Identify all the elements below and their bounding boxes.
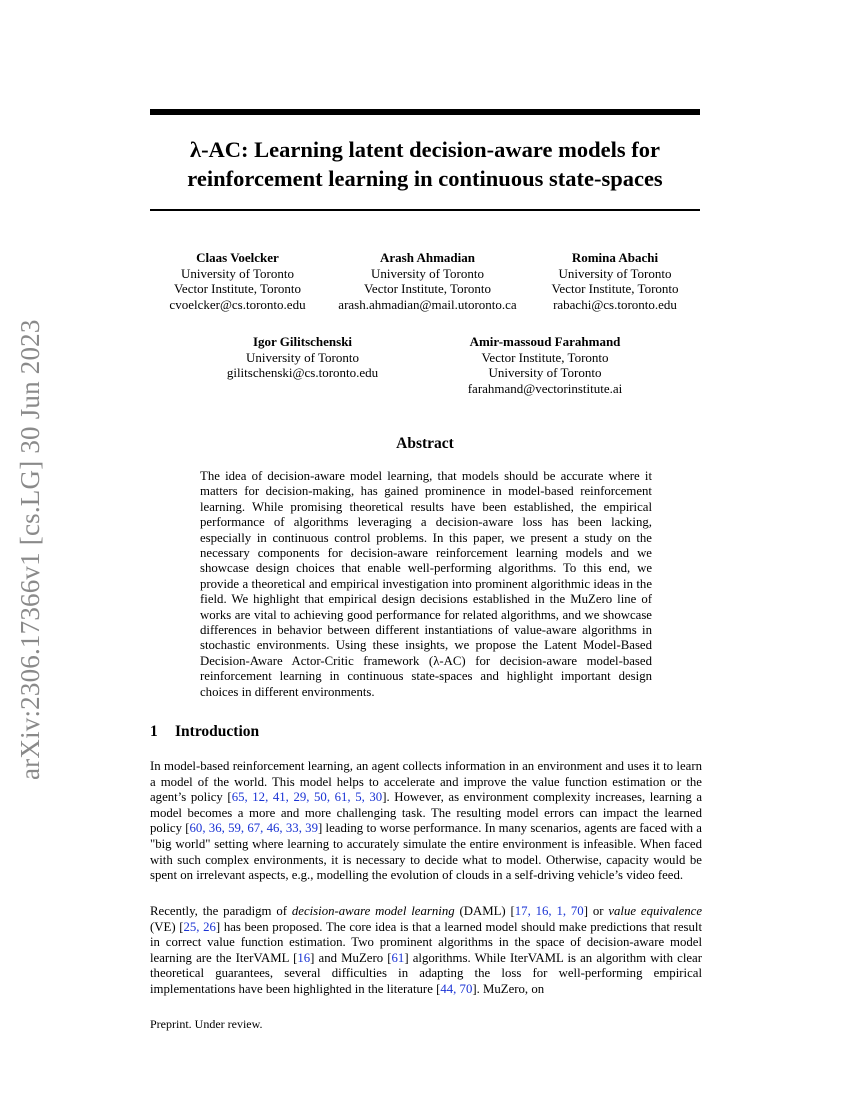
paper-title bbox=[150, 135, 700, 193]
author-name: Claas Voelcker bbox=[196, 250, 279, 265]
citation-link[interactable]: 65, 12, 41, 29, 50, 61, 5, 30 bbox=[231, 790, 383, 805]
author-name: Igor Gilitschenski bbox=[252, 334, 353, 349]
author-affiliation: University of Toronto bbox=[488, 365, 602, 380]
author-block-4 bbox=[210, 334, 395, 381]
section-number: 1 bbox=[150, 723, 158, 740]
intro-paragraph-1 bbox=[150, 759, 702, 884]
body-text: ] has been proposed. The core idea is that a learned model should make predictions that result in correct value function estimation. Two prominent algorithms in the space of decision-aware model learning are the IterVAML [ bbox=[150, 919, 703, 965]
author-email: cvoelcker@cs.toronto.edu bbox=[169, 296, 306, 312]
citation-link[interactable]: 17, 16, 1, 70 bbox=[514, 904, 584, 918]
arxiv-identifier-stamp: arXiv:2306.17366v1 [cs.LG] 30 Jun 2023 bbox=[15, 319, 45, 780]
author-affiliation: Vector Institute, Toronto bbox=[173, 281, 302, 296]
author-name: Romina Abachi bbox=[571, 250, 659, 265]
abstract-heading: Abstract bbox=[396, 435, 454, 452]
body-text: In model-based reinforcement learning, an agent collects information in an environment and uses it to learn a model of the world. This model helps to accelerate and improve the value function estimation or the agent’s policy [ bbox=[150, 759, 702, 805]
author-affiliation: Vector Institute, Toronto bbox=[551, 281, 679, 296]
section-heading-introduction bbox=[150, 723, 259, 741]
title-top-rule bbox=[150, 109, 700, 115]
author-name: Arash Ahmadian bbox=[380, 250, 475, 265]
footer-note: Preprint. Under review. bbox=[150, 1017, 263, 1031]
author-email: rabachi@cs.toronto.edu bbox=[553, 296, 677, 312]
author-block-3 bbox=[535, 250, 695, 312]
section-title: Introduction bbox=[175, 723, 260, 740]
author-email: arash.ahmadian@mail.utoronto.ca bbox=[338, 296, 517, 312]
author-block-2 bbox=[325, 250, 530, 312]
body-text: Recently, the paradigm of bbox=[150, 904, 292, 918]
body-text: (DAML) [ bbox=[454, 904, 515, 918]
title-line-1: λ-AC: Learning latent decision-aware models for bbox=[190, 137, 660, 162]
intro-paragraph-2 bbox=[150, 904, 702, 998]
author-name: Amir-massoud Farahmand bbox=[469, 334, 621, 349]
body-text: ] algorithms. While IterVAML is an algorithm with clear theoretical guarantees, several difficulties in adapting the loss for well-performing empirical implementations have been highlighted in the literature [ bbox=[150, 950, 702, 996]
citation-link[interactable]: 44, 70 bbox=[440, 981, 473, 996]
citation-link[interactable]: 25, 26 bbox=[183, 919, 216, 934]
citation-link[interactable]: 60, 36, 59, 67, 46, 33, 39 bbox=[189, 821, 318, 836]
abstract-text: The idea of decision-aware model learning, that models should be accurate where it matters for decision-making, has gained prominence in model-based reinforcement learning. While promising theoretical results have been established, the empirical performance of algorithms leveraging a decision-aware loss has been lacking, especially in continuous control problems. In this paper, we present a study on the necessary components for decision-aware reinforcement learning models and we showcase design choices that enable well-performing algorithms. To this end, we provide a theoretical and empirical investigation into prominent algorithmic ideas in the field. We highlight that empirical design decisions established in the MuZero line of works are vital to achieving good performance for related algorithms, and we showcase differences in behavior between different instantiations of value-aware algorithms in stochastic environments. Using these insights, we propose the Latent Model-Based Decision-Aware Actor-Critic framework (λ-AC) for decision-aware model-based reinforcement learning in continuous state-spaces and highlight important design choices in different environments. bbox=[200, 469, 652, 699]
body-text: (VE) [ bbox=[150, 919, 184, 934]
author-block-1 bbox=[150, 250, 325, 312]
body-text: ]. MuZero, on bbox=[472, 981, 545, 996]
title-line-2: reinforcement learning in continuous state-spaces bbox=[187, 166, 663, 191]
author-block-5 bbox=[445, 334, 645, 396]
emphasized-term: value equivalence bbox=[608, 904, 703, 918]
body-text: ] leading to worse performance. In many scenarios, agents are faced with a "big world" setting where learning to accurately simulate the entire environment is infeasible. When faced with such complex environments, it is necessary to decide what to model. Otherwise, capacity would be spent on irrelevant aspects, e.g., modelling the evolution of clouds in a self-driving vehicle’s video feed. bbox=[150, 821, 702, 883]
author-email: farahmand@vectorinstitute.ai bbox=[467, 380, 623, 396]
author-email: gilitschenski@cs.toronto.edu bbox=[226, 365, 379, 380]
author-affiliation: University of Toronto bbox=[371, 265, 484, 281]
title-bottom-rule bbox=[150, 209, 700, 211]
author-affiliation: Vector Institute, Toronto bbox=[481, 349, 609, 365]
emphasized-term: decision-aware model learning bbox=[291, 904, 455, 918]
author-affiliation: University of Toronto bbox=[558, 265, 672, 281]
author-affiliation: Vector Institute, Toronto bbox=[363, 281, 492, 296]
author-affiliation: University of Toronto bbox=[246, 349, 359, 365]
citation-link[interactable]: 61 bbox=[391, 950, 405, 965]
body-text: ] and MuZero [ bbox=[310, 950, 392, 965]
body-text: ] or bbox=[583, 904, 609, 918]
body-text: ]. However, as environment complexity increases, learning a model becomes a more and more challenging task. The resulting model errors can impact the learned policy [ bbox=[150, 790, 702, 836]
author-affiliation: University of Toronto bbox=[181, 265, 294, 281]
citation-link[interactable]: 16 bbox=[297, 950, 311, 965]
